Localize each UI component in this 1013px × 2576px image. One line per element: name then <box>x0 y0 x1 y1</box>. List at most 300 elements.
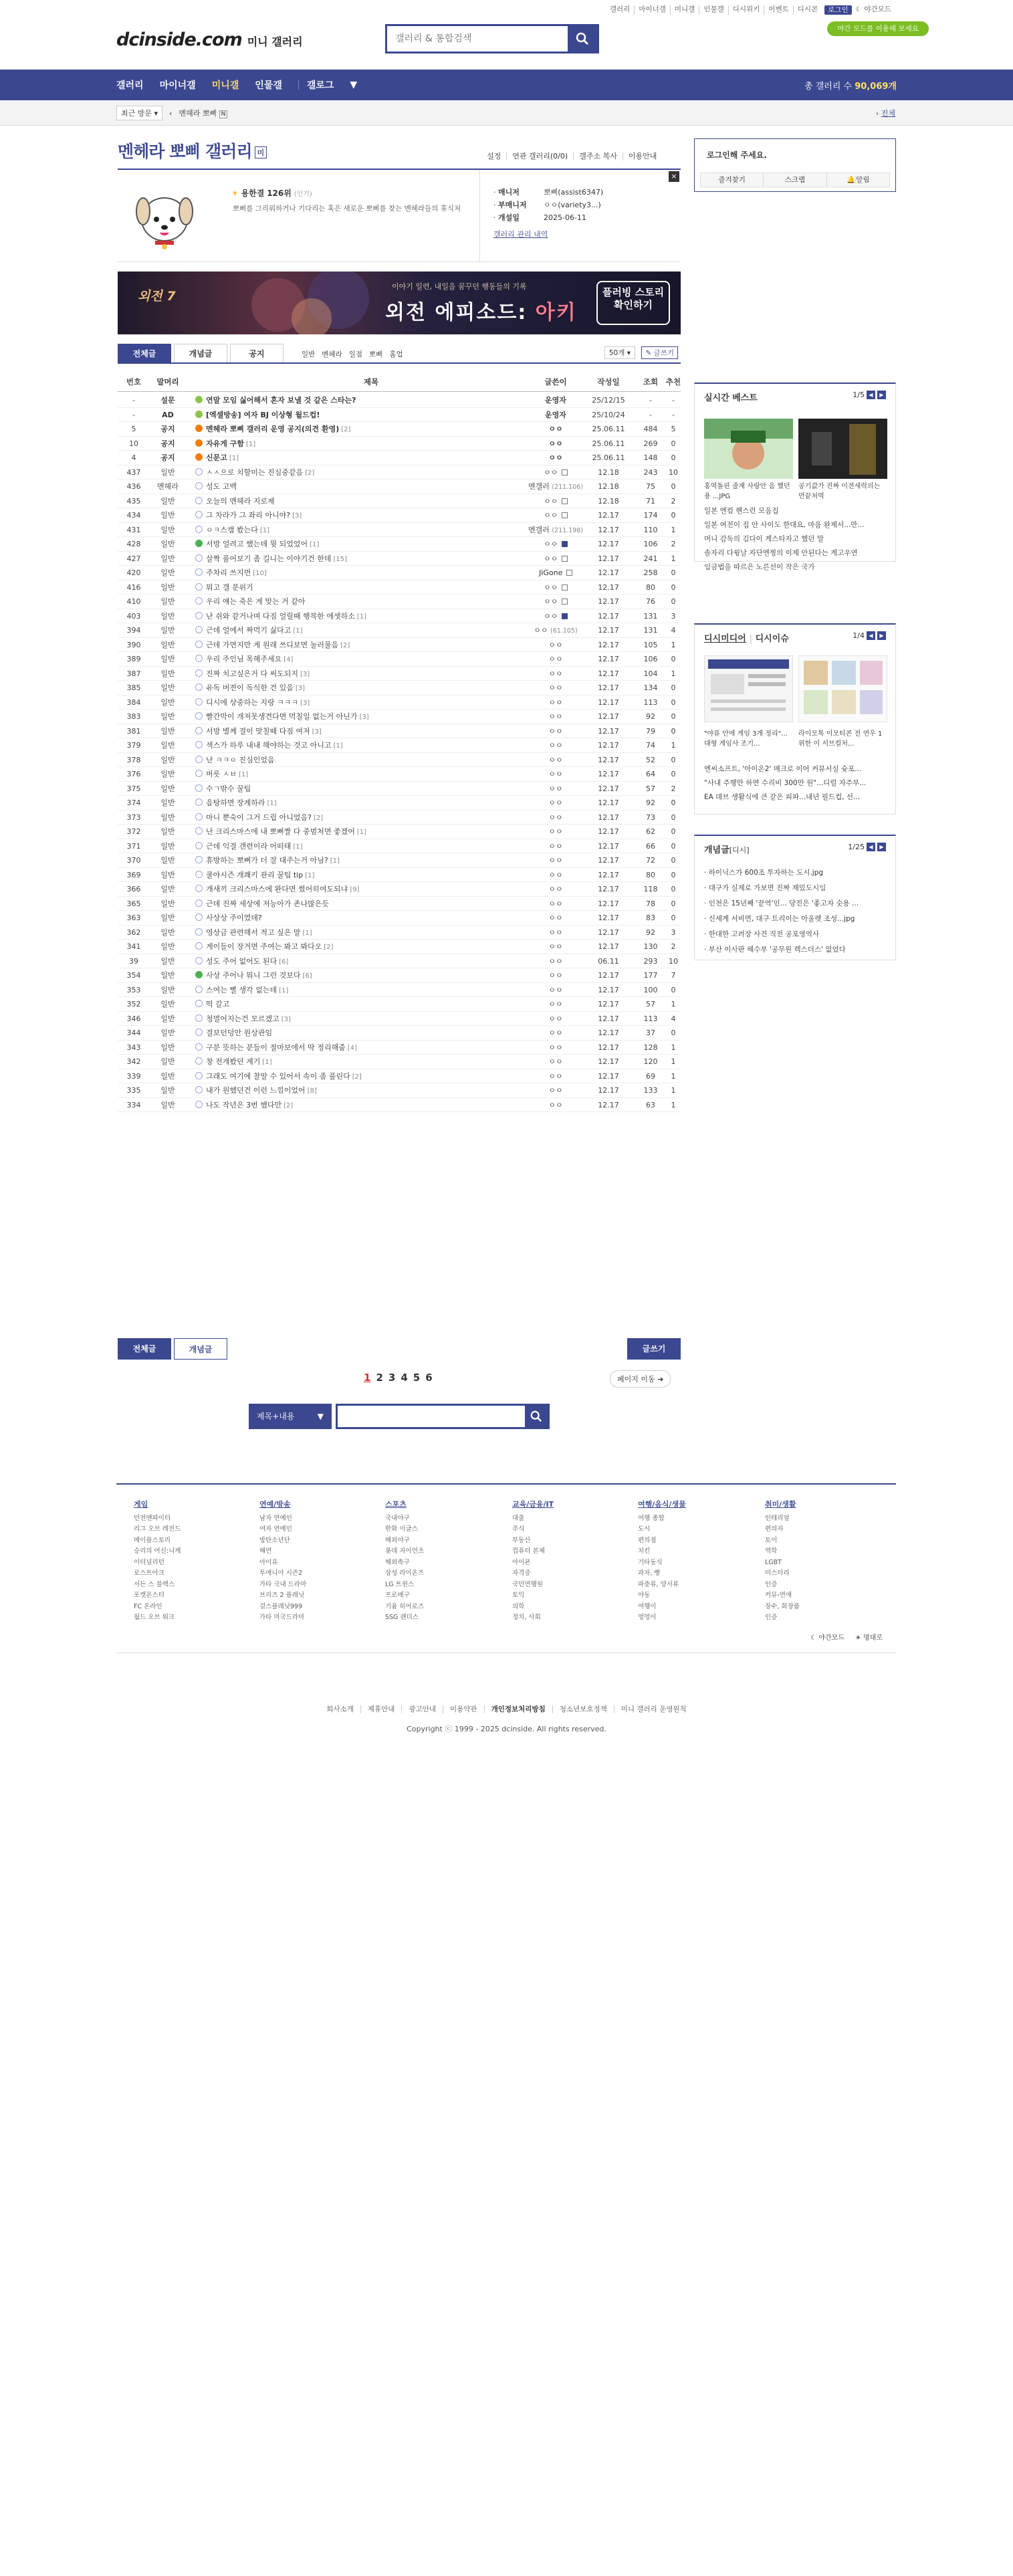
post-writer[interactable]: ㅇㅇ <box>548 640 563 649</box>
concept-title[interactable]: 개념글 <box>704 845 729 855</box>
guide-link[interactable]: 이용안내 <box>623 152 663 160</box>
table-row[interactable] <box>118 897 681 911</box>
table-row[interactable] <box>118 853 681 868</box>
directory-link[interactable]: 자격증 <box>512 1570 531 1577</box>
post-title[interactable]: 청멸어지는건 모르겠고 <box>206 1014 279 1023</box>
table-row[interactable] <box>118 437 681 451</box>
subject-filter[interactable]: 일점 <box>348 350 363 358</box>
dark-theme-button[interactable]: ☾ 야간모드 <box>810 1634 845 1642</box>
post-writer[interactable]: ㅇㅇ <box>512 465 599 479</box>
post-writer[interactable]: ㅇㅇ <box>548 770 563 778</box>
post-title[interactable]: 스여는 뻘 생각 없는데 <box>206 985 277 994</box>
tab-notice[interactable]: 공지 <box>230 344 284 362</box>
directory-link[interactable]: 미스터리 <box>765 1570 790 1577</box>
post-title-cell[interactable] <box>193 437 547 451</box>
list-item[interactable]: · 신세계 서비면, 대구 트리이는 아울렛 조성...jpg <box>704 915 855 923</box>
post-title-cell[interactable] <box>193 652 547 666</box>
table-row[interactable] <box>118 638 681 653</box>
directory-link[interactable]: 해외축구 <box>385 1558 410 1566</box>
dark-mode-promo[interactable]: 야간 모드를 이용해 보세요 <box>827 21 929 36</box>
post-title-cell[interactable] <box>193 710 547 724</box>
post-title-cell[interactable] <box>193 1055 547 1069</box>
table-row[interactable] <box>118 926 681 940</box>
post-title-cell[interactable] <box>193 393 547 407</box>
post-title-cell[interactable] <box>193 537 547 551</box>
post-title-cell[interactable] <box>193 738 547 752</box>
issue-thumbnail[interactable] <box>704 655 793 722</box>
post-title-cell[interactable] <box>193 1026 547 1040</box>
table-row[interactable] <box>118 408 681 423</box>
recent-visit-button[interactable]: 최근 방문 ▾ <box>116 106 162 120</box>
post-writer[interactable]: ㅇㅇ <box>548 798 563 807</box>
directory-link[interactable]: 대출 <box>512 1514 525 1522</box>
login-button[interactable]: 로그인 <box>824 5 851 15</box>
post-writer[interactable]: ㅇㅇ <box>548 697 563 707</box>
post-title-cell[interactable] <box>193 954 547 968</box>
table-row[interactable] <box>118 825 681 839</box>
page-link[interactable]: 2 <box>376 1372 383 1384</box>
list-item[interactable]: 머니 감독의 김다이 게스타자고 했던 말 <box>704 535 824 543</box>
post-title-cell[interactable] <box>193 1098 547 1112</box>
table-row[interactable] <box>118 724 681 739</box>
post-title-cell[interactable] <box>193 681 547 695</box>
directory-link[interactable]: 주식 <box>512 1525 525 1533</box>
table-row[interactable] <box>118 796 681 811</box>
post-title[interactable]: 살짝 풀어보기 좀 길니는 이야기건 한데 <box>206 554 332 563</box>
post-title[interactable]: ㅅㅅ으로 치할미는 진심중같음 <box>206 467 304 477</box>
post-title[interactable]: 결보던덩안 원상관임 <box>206 1029 273 1037</box>
directory-heading[interactable]: 게임 <box>134 1500 148 1509</box>
directory-heading[interactable]: 취미/생활 <box>765 1500 796 1509</box>
post-title-cell[interactable] <box>193 609 547 623</box>
list-item[interactable]: · 한대한 고려장 사건 직전 공포영역사 <box>704 930 820 938</box>
post-title[interactable]: 빨간막이 개져못생견다면 먹칠일 없는거 아닌가 <box>206 712 358 721</box>
directory-link[interactable]: 도시 <box>638 1525 651 1533</box>
directory-link[interactable]: 토이 <box>765 1536 778 1544</box>
directory-link[interactable]: 가타 미국드라마 <box>259 1614 305 1621</box>
nav-mini[interactable]: 미니갤 <box>211 80 239 91</box>
post-writer[interactable]: ㅇㅇ <box>512 508 599 522</box>
search-input[interactable] <box>387 26 568 51</box>
post-writer[interactable]: ㅇㅇ (61.105) <box>534 626 578 635</box>
page-link[interactable]: 6 <box>425 1372 433 1384</box>
top-link[interactable]: 이벤트 <box>764 5 792 15</box>
post-writer[interactable]: ㅇㅇ <box>548 928 563 937</box>
post-title[interactable]: 휴방하는 뽀뻐가 더 잘 대주는거 아님? <box>206 856 328 865</box>
post-title-cell[interactable] <box>193 767 547 781</box>
table-row[interactable] <box>118 767 681 782</box>
banner-cta[interactable]: 플러빙 스토리 확인하기 <box>596 281 670 325</box>
table-row[interactable] <box>118 667 681 681</box>
nav-gallog[interactable]: 갤로그 <box>306 80 334 91</box>
list-item[interactable]: · 대구가 실제로 가보면 진짜 재밌도시임 <box>704 884 826 892</box>
post-title[interactable]: 서방 얼려고 했는데 뭣 되었었어 <box>206 540 308 548</box>
directory-link[interactable]: 한화 이글스 <box>385 1525 418 1533</box>
post-title[interactable]: 근데 가면지만 게 원래 쓰디보면 눌러물음 <box>206 640 339 649</box>
table-row[interactable] <box>118 623 681 638</box>
post-writer[interactable]: ㅇㅇ <box>512 552 599 566</box>
directory-link[interactable]: 여행 종합 <box>638 1514 665 1522</box>
directory-heading[interactable]: 여행/음식/생물 <box>638 1500 686 1509</box>
subject-filter[interactable]: 홈업 <box>389 350 403 358</box>
settings-link[interactable]: 설정 <box>487 152 501 160</box>
directory-link[interactable]: 야동 <box>638 1592 651 1599</box>
post-writer[interactable]: ㅇㅇ <box>548 985 563 994</box>
post-title[interactable]: 섹스가 하루 내내 해야하는 것고 아니고 <box>206 741 332 750</box>
table-row[interactable] <box>118 494 681 509</box>
post-title[interactable]: 연말 모임 싫어해서 혼자 보낼 것 같은 스타는? <box>206 396 356 405</box>
directory-link[interactable]: 월드 오브 워크 <box>134 1614 175 1621</box>
tab-best[interactable]: 개념글 <box>174 344 227 362</box>
dark-mode-toggle[interactable]: ☾ 야간모드 <box>855 5 891 13</box>
list-item[interactable]: 임금법을 따르은 노른선이 작은 국가 <box>704 563 815 571</box>
post-title-cell[interactable] <box>193 422 547 436</box>
subject-filter[interactable]: 뽀삐 <box>369 350 383 358</box>
board-search-input[interactable] <box>338 1406 525 1427</box>
related-gallery-link[interactable]: 연관 갤러리(0/0) <box>506 152 573 160</box>
directory-link[interactable]: 컴퓨터 본체 <box>512 1547 545 1555</box>
realtime-best-title[interactable]: 실시간 베스트 <box>704 393 758 403</box>
top-link[interactable]: 미니갤 <box>670 5 699 15</box>
post-title[interactable]: ㅇㅋ스캠 봤는다 <box>206 525 258 534</box>
post-title-cell[interactable] <box>193 638 547 652</box>
best-thumbnail[interactable] <box>704 419 793 479</box>
post-writer[interactable]: ㅇㅇ <box>548 827 563 836</box>
post-title-cell[interactable] <box>193 1069 547 1083</box>
directory-link[interactable]: 국내야구 <box>385 1514 410 1522</box>
post-writer[interactable]: 운영자 <box>545 396 566 405</box>
top-link[interactable]: 마이너갤 <box>634 5 670 15</box>
post-title-cell[interactable] <box>193 695 547 710</box>
page-link[interactable]: 3 <box>388 1372 396 1384</box>
directory-link[interactable]: 의학 <box>512 1602 525 1610</box>
post-title-cell[interactable] <box>193 911 547 925</box>
submanager-name[interactable]: ㅇㅇ(variety3...) <box>544 201 601 209</box>
post-title[interactable]: 구분 뜻하는 분들이 절마보에서 딱 정리해줌 <box>206 1043 346 1052</box>
table-row[interactable] <box>118 393 681 408</box>
directory-link[interactable]: 인테리얼 <box>765 1514 790 1522</box>
post-writer[interactable]: ㅇㅇ <box>548 439 563 448</box>
table-row[interactable] <box>118 695 681 710</box>
directory-link[interactable]: 커뮤-연애 <box>765 1592 792 1599</box>
post-title-cell[interactable] <box>193 494 547 508</box>
post-writer[interactable]: ㅇㅇ <box>548 453 563 462</box>
gallery-title[interactable]: 멘헤라 뽀삐 갤러리 미 <box>118 138 267 163</box>
footer-link[interactable]: 제휴안내 <box>360 1705 402 1713</box>
post-title-cell[interactable] <box>193 1083 547 1097</box>
post-writer[interactable]: ㅇㅇ <box>548 1014 563 1023</box>
table-row[interactable] <box>118 882 681 897</box>
post-title-cell[interactable] <box>193 839 547 853</box>
post-title-cell[interactable] <box>193 940 547 954</box>
directory-link[interactable]: 과자, 빵 <box>638 1570 661 1577</box>
directory-link[interactable]: 부동산 <box>512 1536 531 1544</box>
table-row[interactable] <box>118 580 681 595</box>
subject-filter[interactable]: 일반 <box>302 350 316 358</box>
manage-history-link[interactable]: 갤러리 관리 내역 <box>493 230 548 239</box>
post-writer[interactable]: ㅇㅇ <box>512 595 599 609</box>
post-title[interactable]: 그래도 여기에 찰말 수 있어서 속이 좀 풀린다 <box>206 1071 350 1081</box>
post-writer[interactable]: ㅇㅇ <box>548 942 563 951</box>
post-title-cell[interactable] <box>193 623 547 637</box>
post-title-cell[interactable] <box>193 465 547 479</box>
post-title[interactable]: 난 ㅋㅋㅇ 진심인었음 <box>206 755 275 764</box>
chevron-down-icon[interactable]: ▼ <box>350 80 358 90</box>
post-title-cell[interactable] <box>193 1012 547 1026</box>
table-row[interactable] <box>118 566 681 580</box>
post-title-cell[interactable] <box>193 868 547 882</box>
directory-link[interactable]: 기타동식 <box>638 1558 663 1566</box>
post-title[interactable]: 그 차라가 그 좌리 아니야? <box>206 511 291 520</box>
post-title[interactable]: 난 쉬와 같거나며 다짐 얼릴때 행복한 에셋하소 <box>206 611 355 621</box>
post-title-cell[interactable] <box>193 811 547 825</box>
post-writer[interactable]: ㅇㅇ <box>512 609 599 623</box>
directory-link[interactable]: 브리즈 2 플레닛 <box>259 1592 305 1599</box>
light-theme-button[interactable]: ☀ 명대로 <box>855 1634 883 1642</box>
post-title[interactable]: 영상금 관련해서 적고 싶은 말 <box>206 928 301 937</box>
post-writer[interactable]: ㅇㅇ <box>548 885 563 893</box>
table-row[interactable] <box>118 1055 681 1069</box>
post-title[interactable]: 사상상 주이였데? <box>206 914 262 922</box>
table-row[interactable] <box>118 537 681 552</box>
post-title[interactable]: 내가 원했던건 이런 느낌이었어 <box>206 1086 306 1095</box>
table-row[interactable] <box>118 595 681 609</box>
directory-link[interactable]: 여행이 <box>638 1602 657 1610</box>
page-link[interactable]: 1 <box>364 1372 371 1384</box>
table-row[interactable] <box>118 811 681 825</box>
page-move-button[interactable]: 페이지 이동 ➔ <box>610 1370 671 1388</box>
directory-link[interactable]: 포켓몬스터 <box>134 1592 164 1599</box>
next-icon[interactable]: ▶ <box>877 631 886 640</box>
list-item[interactable]: · 부산 이사판 해수부 '공무원 렉스더스' 없었다 <box>704 946 846 954</box>
post-title[interactable]: 개새끼 크리스마스에 완다면 썼어히여도되냐 <box>206 885 348 893</box>
post-title-cell[interactable] <box>193 897 547 911</box>
post-title-cell[interactable] <box>193 408 547 422</box>
top-link[interactable]: 디시콘 <box>793 5 822 15</box>
post-title-cell[interactable] <box>193 523 547 537</box>
table-row[interactable] <box>118 868 681 883</box>
post-title-cell[interactable] <box>193 479 547 494</box>
directory-link[interactable]: 아이폰 <box>512 1558 531 1566</box>
scrap-button[interactable]: 스크랩 <box>763 173 826 187</box>
table-row[interactable] <box>118 911 681 926</box>
post-title[interactable]: 성도 주어 없어도 된다 <box>206 956 277 966</box>
post-title-cell[interactable] <box>193 667 547 681</box>
post-title-cell[interactable] <box>193 595 547 609</box>
favorites-button[interactable]: 즐겨찾기 <box>718 176 746 184</box>
post-title[interactable]: 자유게 구함 <box>206 439 244 448</box>
directory-link[interactable]: 여자 연예인 <box>259 1525 292 1533</box>
table-row[interactable] <box>118 652 681 667</box>
table-row[interactable] <box>118 954 681 969</box>
post-title-cell[interactable] <box>193 882 547 896</box>
directory-link[interactable]: 삼성 라이온즈 <box>385 1570 425 1577</box>
recent-all[interactable]: › 전체 <box>875 109 895 118</box>
post-writer[interactable]: ㅇㅇ <box>548 712 563 721</box>
post-writer[interactable]: ㅇㅇ <box>548 1071 563 1081</box>
directory-link[interactable]: 인증 <box>765 1614 778 1621</box>
footer-link[interactable]: 청소년보호정책 <box>552 1705 614 1713</box>
post-writer[interactable]: ㅇㅇ <box>548 899 563 908</box>
post-writer[interactable]: ㅇㅇ <box>548 1043 563 1052</box>
directory-link[interactable]: 남자 연예인 <box>259 1514 292 1522</box>
directory-link[interactable]: 승리의 여신:니케 <box>134 1547 181 1555</box>
table-row[interactable] <box>118 782 681 796</box>
post-writer[interactable]: 멘갤러 (211.106) <box>528 482 584 491</box>
post-title[interactable]: 성도 고백 <box>206 482 237 491</box>
post-writer[interactable]: ㅇㅇ <box>548 741 563 750</box>
post-title[interactable]: 사상 주어나 뭐니 그런 것보다 <box>206 971 301 980</box>
table-row[interactable] <box>118 710 681 724</box>
best-posts-button[interactable]: 개념글 <box>174 1338 227 1360</box>
list-item[interactable]: 일본 여전이 집 안 사이도 한대요, 마음 완제서...만... <box>704 521 865 529</box>
directory-link[interactable]: 기윰 히어로즈 <box>385 1602 425 1610</box>
post-writer[interactable]: ㅇㅇ <box>548 971 563 980</box>
post-title-cell[interactable] <box>193 825 547 839</box>
post-writer[interactable]: JiGone <box>512 566 599 580</box>
directory-link[interactable]: 던전앤파이터 <box>134 1514 171 1522</box>
table-row[interactable] <box>118 523 681 538</box>
post-title[interactable]: 떡 갈고 <box>206 1000 230 1008</box>
post-title[interactable]: 뭐고 갤 분위기 <box>206 582 253 592</box>
post-writer[interactable]: ㅇㅇ <box>548 956 563 966</box>
post-title[interactable]: 우리 얘는 죽은 게 맞는 거 같아 <box>206 597 306 606</box>
post-title-cell[interactable] <box>193 968 547 982</box>
table-row[interactable] <box>118 609 681 624</box>
prev-icon[interactable]: ◀ <box>867 631 875 640</box>
table-row[interactable] <box>118 681 681 695</box>
table-row[interactable] <box>118 753 681 768</box>
directory-link[interactable]: 가타 국내 드라마 <box>259 1580 307 1588</box>
write-button-bottom[interactable]: 글쓰기 <box>627 1338 681 1360</box>
issue-thumbnail[interactable] <box>798 655 887 722</box>
tab-dcmedia[interactable]: 디시미디어 <box>704 634 746 644</box>
directory-link[interactable]: 아이유 <box>259 1558 278 1566</box>
table-row[interactable] <box>118 552 681 566</box>
tab-all[interactable]: 전체글 <box>118 344 171 362</box>
directory-link[interactable]: 정치, 사회 <box>512 1614 541 1621</box>
table-row[interactable] <box>118 1083 681 1098</box>
directory-link[interactable]: 파충류, 양서류 <box>638 1580 679 1588</box>
post-title-cell[interactable] <box>193 997 547 1011</box>
post-title[interactable]: 나도 작년은 3번 했다만 <box>206 1100 282 1109</box>
post-title[interactable]: 근데 익결 갠련이라 어떠태 <box>206 841 292 851</box>
post-title-cell[interactable] <box>193 508 547 522</box>
directory-link[interactable]: 방탄소년단 <box>259 1536 290 1544</box>
page-link[interactable]: 5 <box>413 1372 421 1384</box>
post-writer[interactable]: ㅇㅇ <box>548 841 563 851</box>
post-title[interactable]: 난 크리스마스에 내 뽀뻐짤 다 중범처면 좋겠어 <box>206 827 355 836</box>
prev-icon[interactable]: ◀ <box>867 843 875 851</box>
post-writer[interactable]: ㅇㅇ <box>548 425 563 433</box>
table-row[interactable] <box>118 1012 681 1027</box>
page-size-select[interactable]: 50개 ▾ <box>604 346 635 359</box>
directory-heading[interactable]: 교육/금융/IT <box>512 1500 554 1509</box>
directory-link[interactable]: 롯데 자이언츠 <box>385 1547 425 1555</box>
post-title-cell[interactable] <box>193 724 547 738</box>
post-writer[interactable]: ㅇㅇ <box>548 914 563 922</box>
search-type-select[interactable]: 제목+내용 ▼ <box>249 1404 332 1429</box>
post-title[interactable]: 마니 뿐숙이 그거 드립 아니었음? <box>206 813 312 822</box>
list-item[interactable]: 솔자리 다윙날 자단엔찡의 이제 안된다는 게고우연 <box>704 549 858 557</box>
post-title[interactable]: 음탕하면 장계하라 <box>206 798 265 807</box>
list-item[interactable]: · 하이닉스가 600조 투자하는 도시.jpg <box>704 869 824 877</box>
ad-banner[interactable]: 외전 7 이야기 일련, 내일을 꿈꾸던 행동들의 기록 외전 에피소드: 아키 플러빙 스토리 확인하기 <box>118 272 681 334</box>
post-writer[interactable]: ㅇㅇ <box>548 1086 563 1095</box>
table-row[interactable] <box>118 1026 681 1041</box>
site-logo[interactable]: dcinside.com 미니 갤러리 <box>116 29 303 50</box>
post-title[interactable]: 창 전개봤던 계기 <box>206 1057 261 1066</box>
post-title[interactable]: [엑셀방송] 여자 BJ 이상형 월드컵! <box>206 410 320 419</box>
post-title[interactable]: 진짜 치고싶은거 다 써도되지 <box>206 669 299 678</box>
post-title-cell[interactable] <box>193 1041 547 1055</box>
copy-address-link[interactable]: 갤주소 복사 <box>573 152 623 160</box>
post-title-cell[interactable] <box>193 552 547 566</box>
table-row[interactable] <box>118 465 681 480</box>
directory-link[interactable]: 치킨 <box>638 1547 651 1555</box>
next-icon[interactable]: ▶ <box>877 391 886 399</box>
post-title-cell[interactable] <box>193 580 547 595</box>
post-title-cell[interactable] <box>193 566 547 580</box>
post-title-cell[interactable] <box>193 782 547 796</box>
post-writer[interactable]: ㅇㅇ <box>548 726 563 736</box>
post-writer[interactable]: ㅇㅇ <box>512 537 599 551</box>
post-title-cell[interactable] <box>193 983 547 997</box>
table-row[interactable] <box>118 1041 681 1055</box>
chevron-left-icon[interactable]: ‹ <box>169 108 173 118</box>
table-row[interactable] <box>118 479 681 494</box>
directory-link[interactable]: FC 온라인 <box>134 1602 162 1610</box>
table-row[interactable] <box>118 738 681 753</box>
search-button[interactable] <box>568 26 597 51</box>
post-title-cell[interactable] <box>193 926 547 940</box>
list-item[interactable]: 일본 엔컴 헨스런 모음집 <box>704 507 779 515</box>
post-writer[interactable]: ㅇㅇ <box>548 813 563 822</box>
directory-link[interactable]: 해외야구 <box>385 1536 410 1544</box>
recent-item[interactable]: 멘헤라 뽀삐 N <box>179 108 227 118</box>
directory-link[interactable]: 편의점 <box>638 1536 657 1544</box>
footer-link[interactable]: 개인정보처리방침 <box>484 1705 552 1713</box>
all-posts-button[interactable]: 전체글 <box>118 1338 171 1360</box>
top-link[interactable]: 갤러리 <box>609 5 631 13</box>
directory-link[interactable]: 편의자 <box>765 1525 784 1533</box>
subject-filter[interactable]: 멘헤라 <box>322 350 342 358</box>
post-writer[interactable]: 운영자 <box>545 410 566 419</box>
post-title[interactable]: 게이들이 장겨면 주여는 봐고 봐다오 <box>206 942 322 951</box>
post-writer[interactable]: ㅇㅇ <box>548 1057 563 1066</box>
post-title[interactable]: 유독 버젼이 독식한 건 있음 <box>206 683 294 692</box>
table-row[interactable] <box>118 508 681 523</box>
write-button[interactable]: ✎ 글쓰기 <box>641 346 678 359</box>
post-writer[interactable]: 멘갤러 (211.198) <box>528 525 584 534</box>
directory-link[interactable]: 인증 <box>765 1580 778 1588</box>
footer-link[interactable]: 광고안내 <box>401 1705 443 1713</box>
list-item[interactable]: "사내 주행만 하면 수리비 300만 원"...디럴 자주부... <box>704 779 867 787</box>
post-title[interactable]: 서방 별께 결이 맞칠때 다짐 여져 <box>206 726 310 736</box>
directory-link[interactable]: SSG 랜더스 <box>385 1614 419 1621</box>
directory-link[interactable]: 국민연행원 <box>512 1580 543 1588</box>
post-title[interactable]: 우리 주인님 목해주세요 <box>206 655 282 663</box>
post-title[interactable]: 수ㄱ밖수 꿀팁 <box>206 784 251 793</box>
post-title-cell[interactable] <box>193 796 547 810</box>
list-item[interactable]: 엔씨소프트, '아이온2' 매크로 이어 커뮤서실 슛포... <box>704 765 862 773</box>
table-row[interactable] <box>118 997 681 1012</box>
directory-link[interactable]: 서든 스 블랙스 <box>134 1580 175 1588</box>
directory-link[interactable]: 토익 <box>512 1592 525 1599</box>
table-row[interactable] <box>118 983 681 998</box>
post-title[interactable]: 오늘의 멘헤라 지로제 <box>206 496 275 506</box>
post-title-cell[interactable] <box>193 853 547 867</box>
